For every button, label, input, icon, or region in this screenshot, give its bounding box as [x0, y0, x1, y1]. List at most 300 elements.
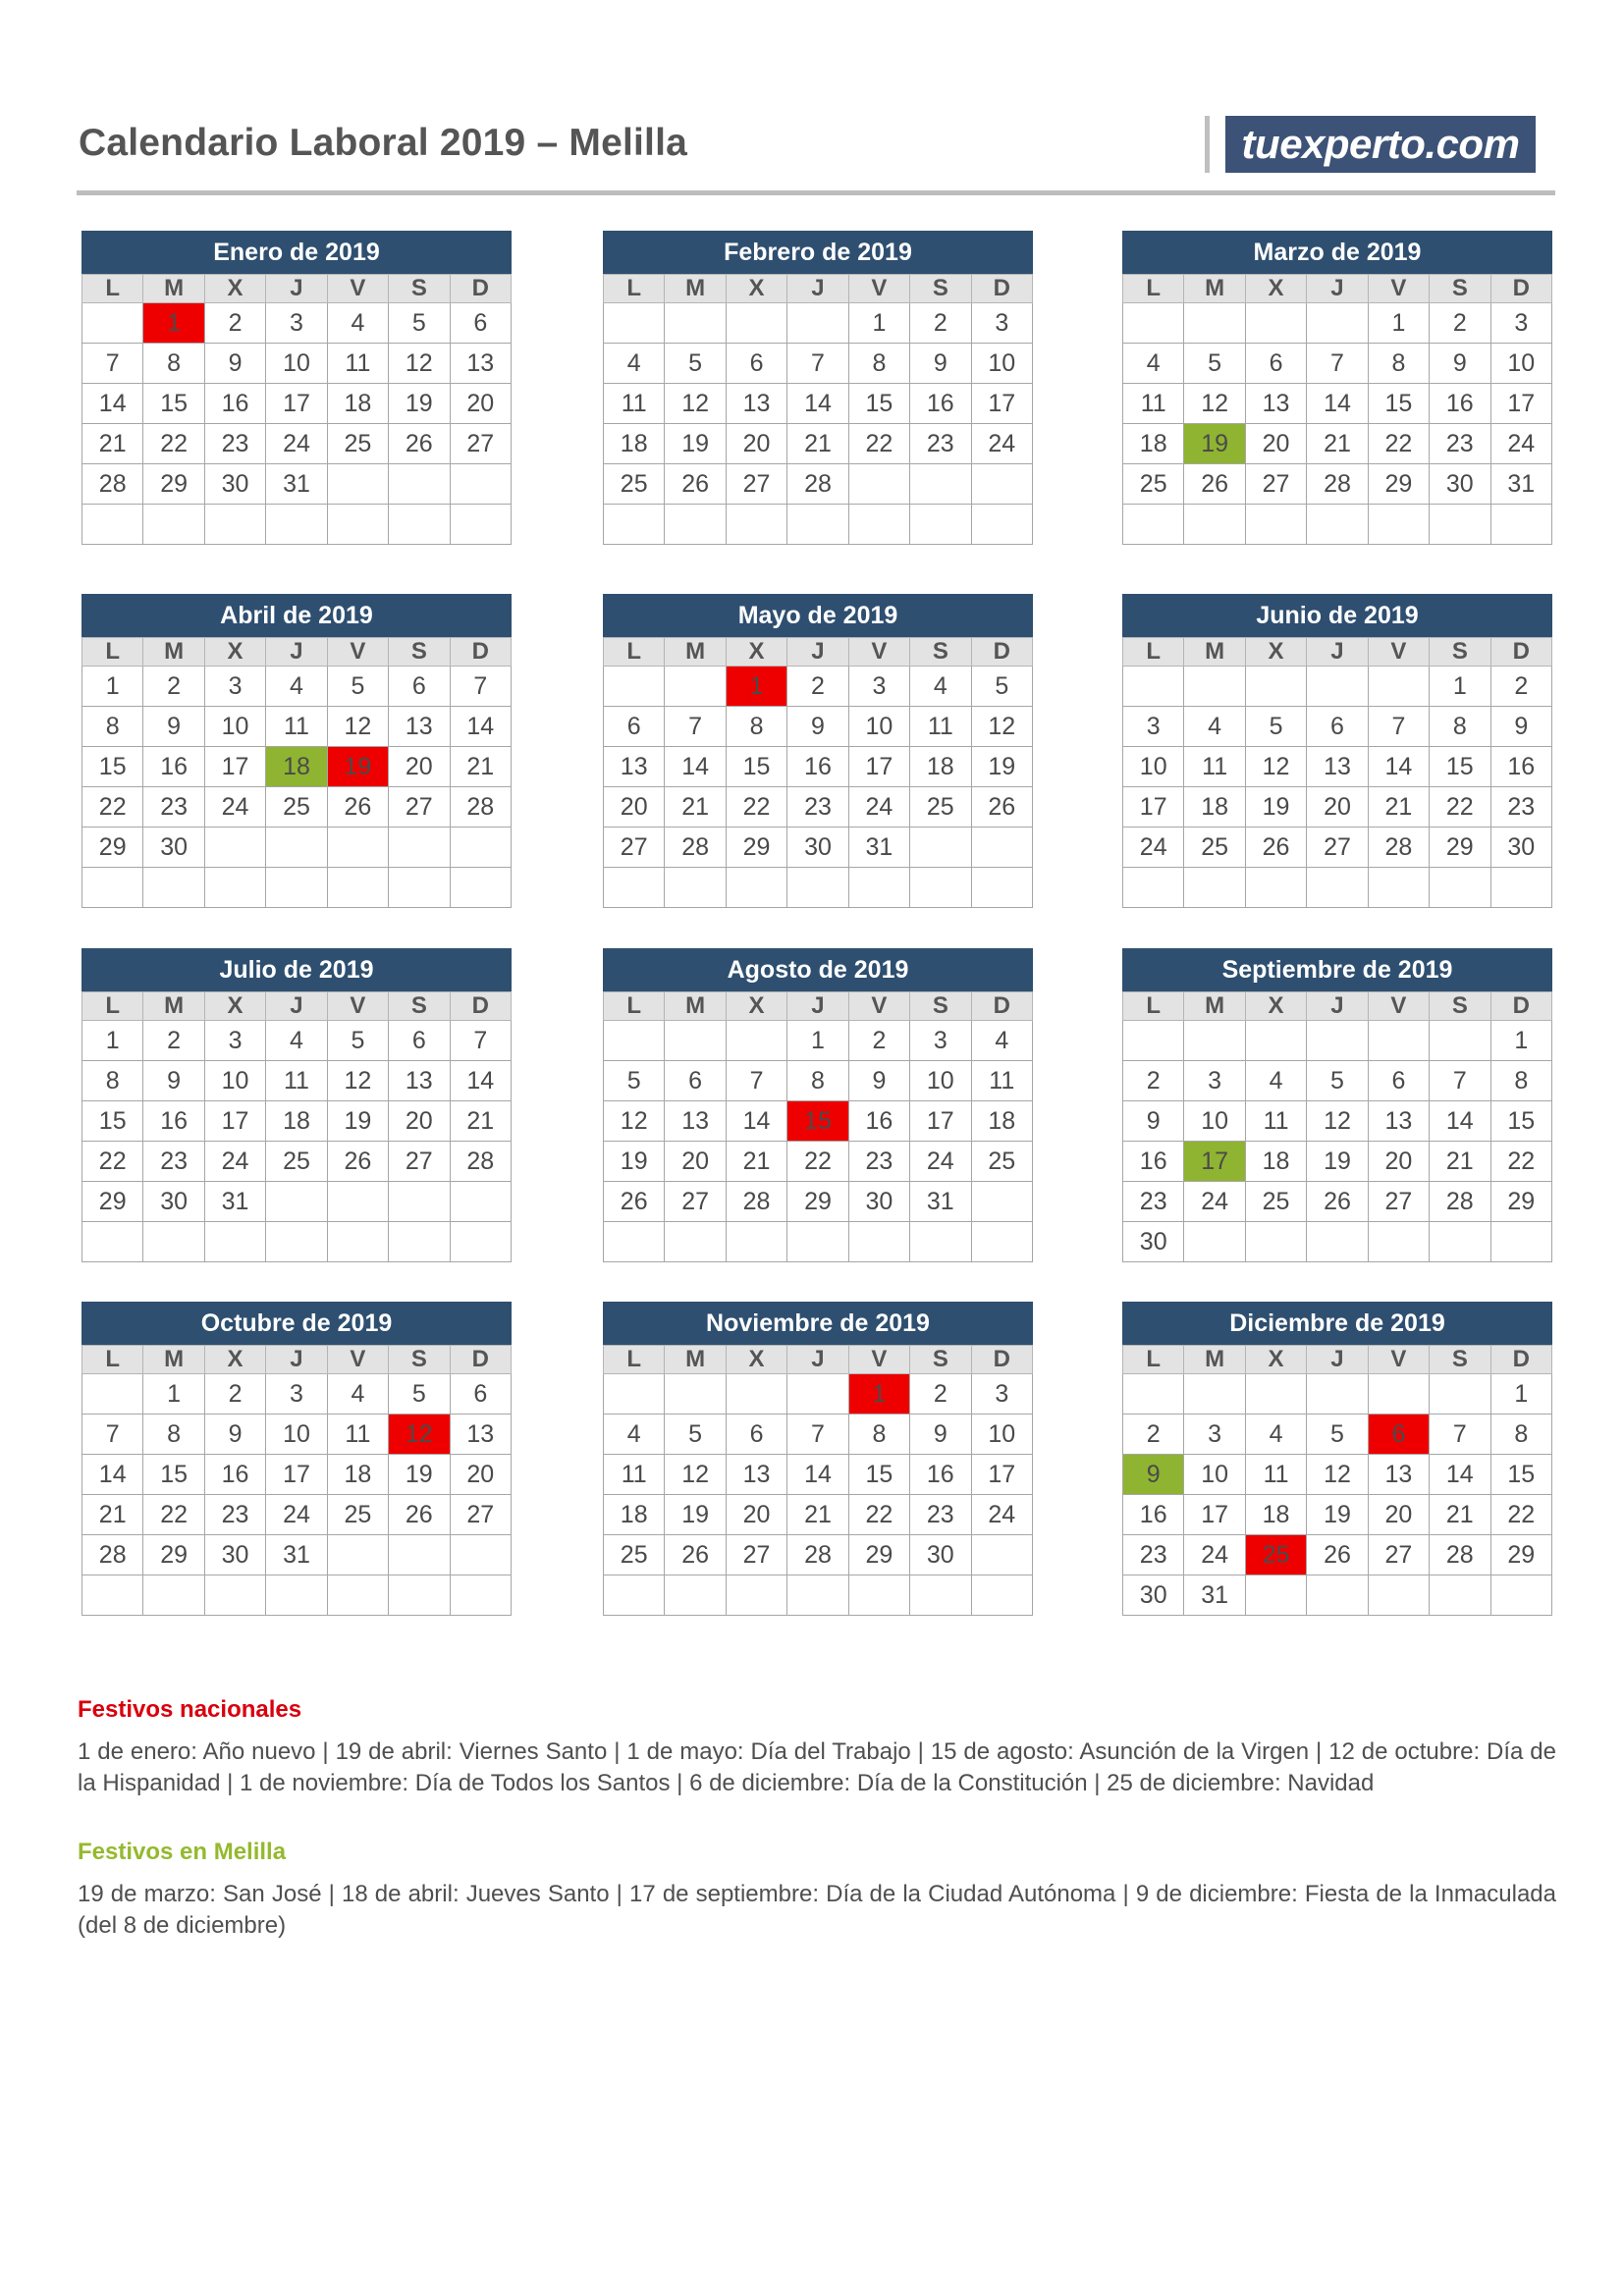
day-cell: 13 [726, 1455, 786, 1495]
weekday-label: X [204, 275, 265, 303]
day-cell: 8 [1490, 1061, 1551, 1101]
month-title: Abril de 2019 [81, 594, 512, 637]
week-row [604, 747, 1033, 787]
day-cell: 10 [204, 707, 265, 747]
day-cell: 23 [910, 424, 971, 464]
week-row [82, 1535, 512, 1575]
day-cell: 14 [787, 384, 848, 424]
day-cell: 7 [787, 1415, 848, 1455]
empty-day-cell [327, 1222, 388, 1262]
weekday-label: S [910, 638, 971, 667]
day-cell: 22 [848, 424, 909, 464]
day-cell: 13 [450, 1415, 511, 1455]
week-row [82, 747, 512, 787]
weekday-label: D [1490, 275, 1551, 303]
day-cell: 25 [266, 1142, 327, 1182]
day-cell: 28 [82, 1535, 143, 1575]
day-cell: 4 [1245, 1061, 1306, 1101]
weekday-label: M [1184, 1346, 1245, 1374]
day-cell: 25 [1245, 1182, 1306, 1222]
day-cell: 28 [1430, 1535, 1490, 1575]
day-cell: 3 [1184, 1415, 1245, 1455]
empty-day-cell [665, 1575, 726, 1616]
day-cell: 15 [82, 1101, 143, 1142]
day-cell: 30 [143, 1182, 204, 1222]
week-row [1123, 1222, 1552, 1262]
day-cell: 27 [604, 828, 665, 868]
empty-day-cell [266, 1222, 327, 1262]
week-row [1123, 707, 1552, 747]
weekday-label: M [1184, 992, 1245, 1021]
day-cell: 26 [1307, 1535, 1368, 1575]
day-cell: 22 [1430, 787, 1490, 828]
weekday-label: S [1430, 992, 1490, 1021]
day-cell: 9 [1430, 344, 1490, 384]
day-cell: 18 [604, 424, 665, 464]
day-cell: 16 [204, 1455, 265, 1495]
empty-day-cell [450, 505, 511, 545]
empty-day-cell [971, 1182, 1032, 1222]
month-calendar [1122, 948, 1552, 1262]
day-cell: 4 [1245, 1415, 1306, 1455]
day-cell: 11 [327, 344, 388, 384]
week-row [82, 424, 512, 464]
day-cell: 9 [1123, 1101, 1184, 1142]
empty-day-cell [604, 868, 665, 908]
week-row [604, 1575, 1033, 1616]
week-row [1123, 1182, 1552, 1222]
day-cell: 14 [82, 1455, 143, 1495]
day-cell: 6 [1368, 1061, 1429, 1101]
day-cell: 6 [389, 667, 450, 707]
local-holiday-cell: 17 [1184, 1142, 1245, 1182]
weekday-label: M [665, 1346, 726, 1374]
day-cell: 7 [1368, 707, 1429, 747]
day-cell: 19 [665, 1495, 726, 1535]
day-cell: 26 [327, 1142, 388, 1182]
day-cell: 2 [1490, 667, 1551, 707]
week-row [604, 1061, 1033, 1101]
weekday-label: D [971, 638, 1032, 667]
empty-day-cell [1307, 303, 1368, 344]
day-cell: 12 [327, 1061, 388, 1101]
day-cell: 10 [204, 1061, 265, 1101]
empty-day-cell [204, 828, 265, 868]
day-cell: 18 [266, 1101, 327, 1142]
day-cell: 26 [665, 1535, 726, 1575]
weekday-label: S [1430, 1346, 1490, 1374]
week-row [604, 464, 1033, 505]
day-cell: 16 [910, 1455, 971, 1495]
week-row [82, 1575, 512, 1616]
day-cell: 5 [665, 1415, 726, 1455]
day-cell: 5 [1245, 707, 1306, 747]
day-cell: 16 [848, 1101, 909, 1142]
empty-day-cell [1368, 1021, 1429, 1061]
empty-day-cell [143, 868, 204, 908]
empty-day-cell [665, 1374, 726, 1415]
empty-day-cell [204, 505, 265, 545]
local-holidays-heading: Festivos en Melilla [78, 1839, 287, 1865]
day-cell: 21 [1307, 424, 1368, 464]
day-cell: 18 [1245, 1142, 1306, 1182]
week-row [1123, 384, 1552, 424]
weekday-label: S [389, 1346, 450, 1374]
day-cell: 24 [971, 424, 1032, 464]
month-title: Junio de 2019 [1122, 594, 1552, 637]
day-cell: 7 [665, 707, 726, 747]
day-cell: 15 [143, 1455, 204, 1495]
day-cell: 28 [450, 787, 511, 828]
weekday-label: D [971, 992, 1032, 1021]
empty-day-cell [787, 1575, 848, 1616]
week-row [82, 1182, 512, 1222]
day-cell: 5 [971, 667, 1032, 707]
day-cell: 27 [450, 424, 511, 464]
day-cell: 15 [848, 1455, 909, 1495]
empty-day-cell [82, 1575, 143, 1616]
day-cell: 6 [726, 1415, 786, 1455]
day-cell: 14 [787, 1455, 848, 1495]
empty-day-cell [82, 1374, 143, 1415]
weekday-label: S [389, 275, 450, 303]
day-cell: 23 [910, 1495, 971, 1535]
day-cell: 29 [82, 1182, 143, 1222]
weekday-header-row [604, 638, 1033, 667]
day-cell: 26 [327, 787, 388, 828]
day-cell: 13 [389, 707, 450, 747]
day-cell: 19 [971, 747, 1032, 787]
day-cell: 31 [1490, 464, 1551, 505]
weekday-label: V [1368, 275, 1429, 303]
day-cell: 10 [1184, 1455, 1245, 1495]
weekday-label: D [1490, 1346, 1551, 1374]
empty-day-cell [665, 667, 726, 707]
weekday-header-row [604, 275, 1033, 303]
day-cell: 20 [1307, 787, 1368, 828]
empty-day-cell [450, 1182, 511, 1222]
day-cell: 27 [1368, 1535, 1429, 1575]
empty-day-cell [910, 505, 971, 545]
day-cell: 9 [204, 1415, 265, 1455]
weekday-label: V [848, 638, 909, 667]
day-cell: 2 [848, 1021, 909, 1061]
day-cell: 27 [726, 464, 786, 505]
month-calendar [81, 594, 512, 908]
weekday-label: J [1307, 275, 1368, 303]
day-cell: 31 [204, 1182, 265, 1222]
empty-day-cell [204, 1222, 265, 1262]
weekday-header-row [1123, 1346, 1552, 1374]
day-cell: 9 [787, 707, 848, 747]
week-row [82, 1061, 512, 1101]
day-cell: 23 [204, 424, 265, 464]
day-cell: 5 [1184, 344, 1245, 384]
empty-day-cell [1123, 1021, 1184, 1061]
weekday-label: D [971, 1346, 1032, 1374]
day-cell: 19 [389, 1455, 450, 1495]
empty-day-cell [1307, 1374, 1368, 1415]
empty-day-cell [82, 505, 143, 545]
day-cell: 8 [1368, 344, 1429, 384]
month-days-table [603, 991, 1033, 1262]
month-days-table [81, 1345, 512, 1616]
weekday-header-row [82, 638, 512, 667]
day-cell: 1 [1368, 303, 1429, 344]
day-cell: 26 [1307, 1182, 1368, 1222]
empty-day-cell [910, 828, 971, 868]
empty-day-cell [1123, 505, 1184, 545]
day-cell: 21 [665, 787, 726, 828]
day-cell: 14 [450, 1061, 511, 1101]
week-row [604, 868, 1033, 908]
week-row [604, 1142, 1033, 1182]
day-cell: 22 [1368, 424, 1429, 464]
week-row [1123, 868, 1552, 908]
weekday-label: X [204, 638, 265, 667]
day-cell: 22 [726, 787, 786, 828]
day-cell: 13 [604, 747, 665, 787]
empty-day-cell [266, 868, 327, 908]
weekday-label: V [327, 275, 388, 303]
day-cell: 18 [604, 1495, 665, 1535]
empty-day-cell [604, 667, 665, 707]
day-cell: 22 [787, 1142, 848, 1182]
day-cell: 28 [787, 464, 848, 505]
day-cell: 29 [1430, 828, 1490, 868]
day-cell: 20 [450, 384, 511, 424]
weekday-label: J [787, 275, 848, 303]
weekday-label: V [848, 992, 909, 1021]
day-cell: 27 [726, 1535, 786, 1575]
day-cell: 19 [604, 1142, 665, 1182]
weekday-label: V [327, 638, 388, 667]
week-row [604, 787, 1033, 828]
empty-day-cell [726, 303, 786, 344]
empty-day-cell [204, 868, 265, 908]
empty-day-cell [1430, 1374, 1490, 1415]
weekday-header-row [82, 1346, 512, 1374]
week-row [1123, 1374, 1552, 1415]
day-cell: 29 [787, 1182, 848, 1222]
day-cell: 6 [450, 1374, 511, 1415]
day-cell: 13 [450, 344, 511, 384]
national-holiday-cell: 6 [1368, 1415, 1429, 1455]
empty-day-cell [1368, 667, 1429, 707]
day-cell: 5 [665, 344, 726, 384]
weekday-label: L [1123, 638, 1184, 667]
day-cell: 14 [1430, 1101, 1490, 1142]
empty-day-cell [787, 868, 848, 908]
month-days-table [81, 274, 512, 545]
month-title: Febrero de 2019 [603, 231, 1033, 274]
weekday-label: M [143, 638, 204, 667]
day-cell: 24 [1490, 424, 1551, 464]
day-cell: 16 [910, 384, 971, 424]
day-cell: 3 [266, 1374, 327, 1415]
day-cell: 22 [82, 787, 143, 828]
day-cell: 6 [389, 1021, 450, 1061]
day-cell: 17 [1490, 384, 1551, 424]
day-cell: 9 [910, 1415, 971, 1455]
day-cell: 25 [1184, 828, 1245, 868]
day-cell: 25 [604, 1535, 665, 1575]
empty-day-cell [1307, 1222, 1368, 1262]
empty-day-cell [1368, 1575, 1429, 1616]
day-cell: 16 [143, 1101, 204, 1142]
day-cell: 7 [82, 344, 143, 384]
week-row [1123, 1101, 1552, 1142]
day-cell: 20 [665, 1142, 726, 1182]
day-cell: 11 [604, 384, 665, 424]
day-cell: 17 [266, 1455, 327, 1495]
empty-day-cell [787, 1374, 848, 1415]
empty-day-cell [665, 868, 726, 908]
day-cell: 14 [450, 707, 511, 747]
weekday-label: M [143, 992, 204, 1021]
empty-day-cell [450, 1575, 511, 1616]
weekday-label: X [726, 638, 786, 667]
weekday-label: J [1307, 638, 1368, 667]
day-cell: 23 [204, 1495, 265, 1535]
day-cell: 31 [910, 1182, 971, 1222]
day-cell: 2 [910, 303, 971, 344]
day-cell: 13 [726, 384, 786, 424]
day-cell: 21 [450, 1101, 511, 1142]
day-cell: 4 [327, 1374, 388, 1415]
month-title: Agosto de 2019 [603, 948, 1033, 991]
week-row [1123, 344, 1552, 384]
weekday-label: V [327, 992, 388, 1021]
day-cell: 23 [1123, 1182, 1184, 1222]
empty-day-cell [604, 505, 665, 545]
week-row [604, 303, 1033, 344]
day-cell: 29 [726, 828, 786, 868]
day-cell: 8 [787, 1061, 848, 1101]
empty-day-cell [604, 1374, 665, 1415]
day-cell: 7 [82, 1415, 143, 1455]
weekday-label: V [1368, 638, 1429, 667]
day-cell: 11 [1245, 1101, 1306, 1142]
month-title: Octubre de 2019 [81, 1302, 512, 1345]
empty-day-cell [971, 1222, 1032, 1262]
weekday-label: L [604, 638, 665, 667]
week-row [1123, 1535, 1552, 1575]
day-cell: 11 [971, 1061, 1032, 1101]
day-cell: 2 [1123, 1061, 1184, 1101]
empty-day-cell [848, 1222, 909, 1262]
day-cell: 30 [1123, 1222, 1184, 1262]
empty-day-cell [971, 1535, 1032, 1575]
week-row [1123, 1495, 1552, 1535]
empty-day-cell [848, 868, 909, 908]
empty-day-cell [1123, 868, 1184, 908]
day-cell: 2 [204, 303, 265, 344]
week-row [604, 1495, 1033, 1535]
empty-day-cell [1123, 667, 1184, 707]
day-cell: 31 [266, 1535, 327, 1575]
day-cell: 20 [726, 1495, 786, 1535]
weekday-label: S [910, 992, 971, 1021]
day-cell: 10 [848, 707, 909, 747]
day-cell: 31 [266, 464, 327, 505]
day-cell: 19 [665, 424, 726, 464]
day-cell: 22 [1490, 1142, 1551, 1182]
weekday-label: J [266, 1346, 327, 1374]
week-row [604, 384, 1033, 424]
day-cell: 5 [1307, 1061, 1368, 1101]
day-cell: 23 [143, 1142, 204, 1182]
weekday-header-row [1123, 992, 1552, 1021]
month-calendar [603, 948, 1033, 1262]
empty-day-cell [848, 505, 909, 545]
empty-day-cell [1430, 1575, 1490, 1616]
day-cell: 15 [143, 384, 204, 424]
day-cell: 2 [143, 667, 204, 707]
month-calendar [1122, 1302, 1552, 1616]
national-holidays-text: 1 de enero: Año nuevo | 19 de abril: Viernes Santo | 1 de mayo: Día del Trabajo | 15 de agosto: Asunción de la Virgen | 12 de octubre: Día de la Hispanidad | 1 de noviembre: Día de Todos los Santos | 6 de diciembre: Día de la Constitución | 25 de diciembre: Navidad [78, 1738, 1556, 1796]
empty-day-cell [1307, 505, 1368, 545]
empty-day-cell [82, 868, 143, 908]
day-cell: 14 [1307, 384, 1368, 424]
day-cell: 12 [327, 707, 388, 747]
day-cell: 17 [910, 1101, 971, 1142]
weekday-label: J [787, 1346, 848, 1374]
day-cell: 25 [327, 1495, 388, 1535]
day-cell: 11 [266, 707, 327, 747]
weekday-label: V [848, 1346, 909, 1374]
weekday-label: X [726, 1346, 786, 1374]
day-cell: 28 [1430, 1182, 1490, 1222]
empty-day-cell [726, 868, 786, 908]
day-cell: 4 [266, 1021, 327, 1061]
empty-day-cell [787, 505, 848, 545]
day-cell: 17 [204, 747, 265, 787]
week-row [1123, 747, 1552, 787]
empty-day-cell [1184, 505, 1245, 545]
day-cell: 12 [389, 344, 450, 384]
day-cell: 24 [1123, 828, 1184, 868]
empty-day-cell [1490, 505, 1551, 545]
day-cell: 8 [726, 707, 786, 747]
weekday-label: D [450, 992, 511, 1021]
empty-day-cell [665, 505, 726, 545]
day-cell: 24 [266, 424, 327, 464]
month-calendar [81, 231, 512, 545]
empty-day-cell [389, 1575, 450, 1616]
day-cell: 18 [1245, 1495, 1306, 1535]
day-cell: 2 [1123, 1415, 1184, 1455]
day-cell: 2 [143, 1021, 204, 1061]
day-cell: 16 [204, 384, 265, 424]
day-cell: 12 [1245, 747, 1306, 787]
weekday-label: J [266, 638, 327, 667]
day-cell: 28 [450, 1142, 511, 1182]
empty-day-cell [1307, 868, 1368, 908]
day-cell: 21 [82, 1495, 143, 1535]
day-cell: 9 [143, 707, 204, 747]
day-cell: 20 [1368, 1495, 1429, 1535]
day-cell: 14 [82, 384, 143, 424]
day-cell: 7 [1307, 344, 1368, 384]
day-cell: 30 [204, 464, 265, 505]
week-row [82, 464, 512, 505]
week-row [82, 667, 512, 707]
day-cell: 10 [1490, 344, 1551, 384]
week-row [1123, 424, 1552, 464]
month-days-table [81, 991, 512, 1262]
day-cell: 21 [82, 424, 143, 464]
